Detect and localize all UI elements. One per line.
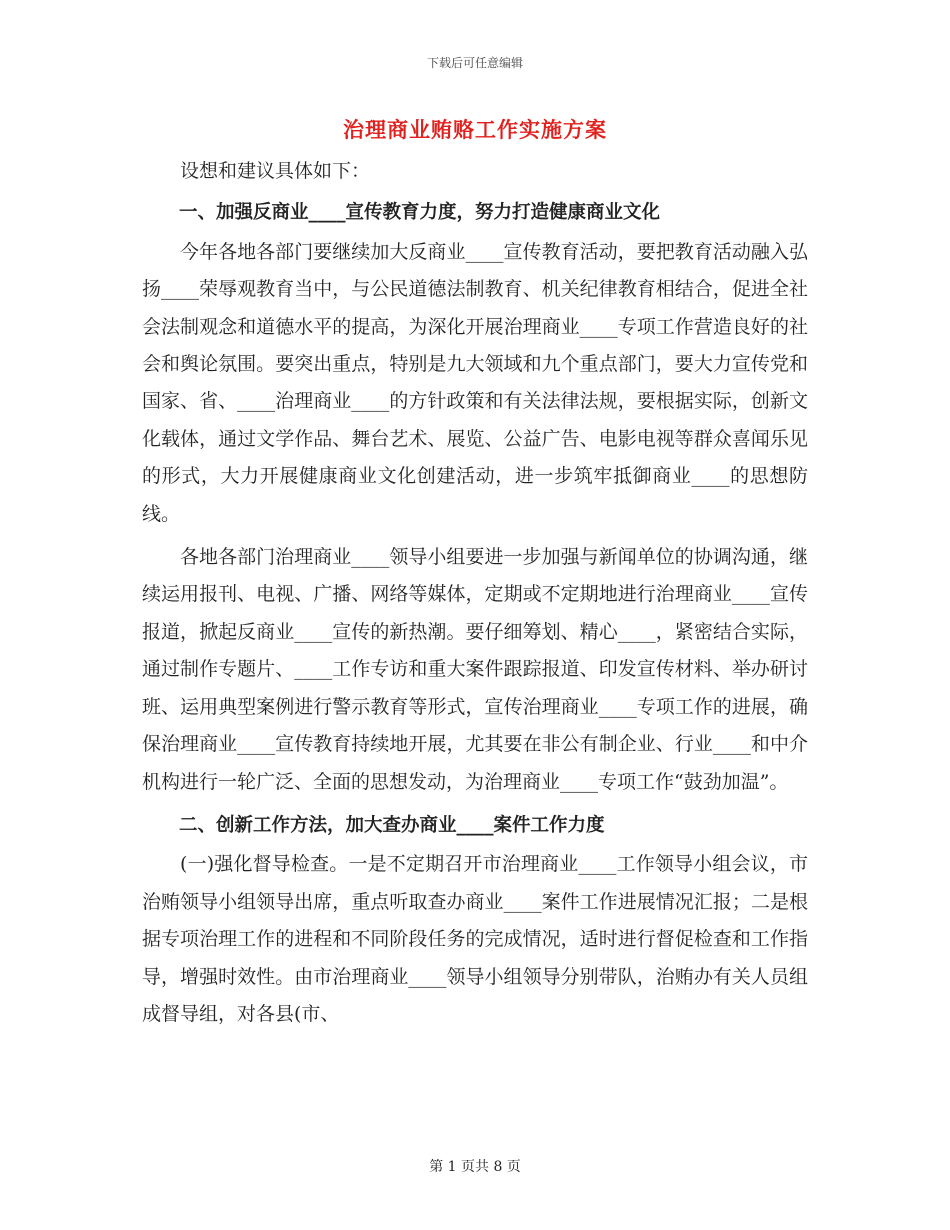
body-paragraph-1: 今年各地各部门要继续加大反商业____宣传教育活动，要把教育活动融入弘扬____荣辱观教育当中，与公民道德法制教育、机关纪律教育相结合，促进全社会法制观念和道德水平的提高，为深化开展治理商业____专项工作营造良好的社会和舆论氛围。要突出重点，特别是九大领域和九个重点部门，要大力宣传党和国家、省、____治理商业____的方针政策和有关法律法规，要根据实际，创新文化载体，通过文学作品、舞台艺术、展览、公益广告、电影电视等群众喜闻乐见的形式，大力开展健康商业文化创建活动，进一步筑牢抵御商业____的思想防线。	[142, 240, 808, 525]
section-heading-1: 一、加强反商业____宣传教育力度，努力打造健康商业文化	[179, 202, 661, 224]
page-number-footer: 第 1 页共 8 页	[429, 1159, 521, 1175]
document-title: 治理商业贿赂工作实施方案	[343, 117, 607, 142]
body-paragraph-3: (一)强化督导检查。一是不定期召开市治理商业____工作领导小组会议，市治贿领导小组领导出席，重点听取查办商业____案件工作进展情况汇报；二是根据专项治理工作的进程和不同阶段任务的完成情况，适时进行督促检查和工作指导，增强时效性。由市治理商业____领导小组领导分别带队，治贿办有关人员组成督导组，对各县(市、	[142, 853, 808, 1025]
body-paragraph-2: 各地各部门治理商业____领导小组要进一步加强与新闻单位的协调沟通，继续运用报刊、电视、广播、网络等媒体，定期或不定期地进行治理商业____宣传报道，掀起反商业____宣传的新热潮。要仔细筹划、精心____，紧密结合实际，通过制作专题片、____工作专访和重大案件跟踪报道、印发宣传材料、举办研讨班、运用典型案例进行警示教育等形式，宣传治理商业____专项工作的进展，确保治理商业____宣传教育持续地开展，尤其要在非公有制企业、行业____和中介机构进行一轮广泛、全面的思想发动，为治理商业____专项工作“鼓劲加温”。	[142, 546, 808, 793]
intro-paragraph: 设想和建议具体如下：	[180, 160, 371, 182]
section-heading-2: 二、创新工作方法，加大查办商业____案件工作力度	[179, 814, 605, 836]
page-header-note: 下载后可任意编辑	[426, 56, 523, 70]
document-body	[142, 153, 808, 1033]
